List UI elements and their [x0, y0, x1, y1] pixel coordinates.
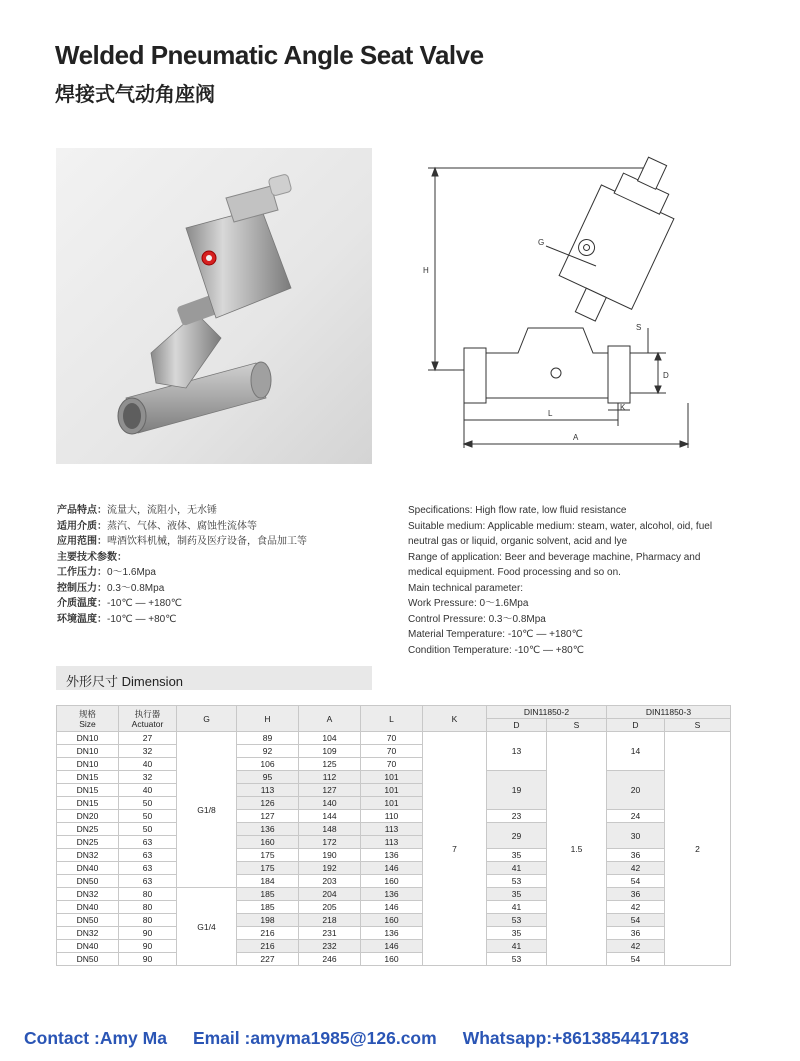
spec-en-line: Specifications: High flow rate, low fluid resistance	[408, 505, 627, 516]
cell-din3-d: 42	[607, 940, 665, 953]
cell-l: 101	[361, 771, 423, 784]
cell-actuator: 80	[119, 888, 177, 901]
contact-email[interactable]: Email :amyma1985@126.com	[192, 1028, 437, 1048]
spec-cn-line: 产品特点：流量大，流阻小，无水锤	[57, 505, 217, 516]
col-din3-s: S	[665, 719, 731, 732]
cell-actuator: 50	[119, 797, 177, 810]
dimension-table	[56, 705, 731, 966]
cell-l: 101	[361, 784, 423, 797]
cell-l: 70	[361, 758, 423, 771]
contact-name: Contact :Amy Ma	[24, 1028, 167, 1048]
dimension-table-body	[57, 732, 731, 966]
cell-h: 89	[237, 732, 299, 745]
table-row	[57, 771, 731, 784]
cell-h: 95	[237, 771, 299, 784]
dimension-drawing	[408, 148, 708, 458]
cell-din3-d: 54	[607, 914, 665, 927]
cell-h: 160	[237, 836, 299, 849]
table-row	[57, 927, 731, 940]
table-row	[57, 810, 731, 823]
cell-l: 110	[361, 810, 423, 823]
cell-h: 227	[237, 953, 299, 966]
cell-size: DN25	[57, 836, 119, 849]
cell-h: 216	[237, 927, 299, 940]
spec-cn-line: 适用介质：蒸汽、气体、液体、腐蚀性流体等	[57, 520, 257, 532]
cell-actuator: 90	[119, 953, 177, 966]
spec-cn	[57, 503, 307, 627]
cell-din2-d: 53	[487, 875, 547, 888]
spec-en-line: Main technical parameter:	[408, 582, 524, 594]
page-subtitle-cn: 焊接式气动角座阀	[55, 84, 215, 106]
cell-a: 204	[299, 888, 361, 901]
cell-din3-d: 42	[607, 901, 665, 914]
spec-en-line: Range of application: Beer and beverage machine, Pharmacy and	[408, 551, 701, 563]
cell-din3-d: 30	[607, 823, 665, 849]
cell-l: 160	[361, 953, 423, 966]
col-din11850-2: DIN11850-2	[487, 706, 607, 719]
cell-a: 148	[299, 823, 361, 836]
cell-h: 113	[237, 784, 299, 797]
dim-label-g: G	[538, 238, 545, 247]
col-a: A	[299, 706, 361, 732]
cell-a: 205	[299, 901, 361, 914]
valve-illustration	[56, 148, 372, 464]
cell-actuator: 63	[119, 862, 177, 875]
cell-a: 144	[299, 810, 361, 823]
dim-label-l: L	[548, 409, 553, 418]
spec-en	[408, 503, 712, 658]
cell-a: 172	[299, 836, 361, 849]
product-photo	[56, 148, 372, 464]
cell-a: 232	[299, 940, 361, 953]
cell-size: DN40	[57, 862, 119, 875]
cell-a: 125	[299, 758, 361, 771]
contact-whatsapp[interactable]: Whatsapp:+8613854417183	[462, 1028, 689, 1048]
cell-h: 127	[237, 810, 299, 823]
cell-l: 136	[361, 927, 423, 940]
cell-l: 70	[361, 745, 423, 758]
cell-a: 104	[299, 732, 361, 745]
table-row	[57, 823, 731, 836]
spec-cn-line: 介质温度：-10℃ — +180℃	[57, 598, 182, 609]
cell-actuator: 50	[119, 810, 177, 823]
dim-label-a: A	[573, 433, 579, 442]
cell-h: 185	[237, 901, 299, 914]
cell-l: 136	[361, 849, 423, 862]
cell-actuator: 40	[119, 758, 177, 771]
cell-size: DN32	[57, 888, 119, 901]
table-row	[57, 875, 731, 888]
cell-size: DN10	[57, 745, 119, 758]
cell-a: 190	[299, 849, 361, 862]
table-row	[57, 849, 731, 862]
cell-g: G1/8	[177, 732, 237, 888]
cell-size: DN10	[57, 758, 119, 771]
table-row	[57, 953, 731, 966]
cell-din3-d: 54	[607, 875, 665, 888]
cell-h: 184	[237, 875, 299, 888]
dimension-title: 外形尺寸 Dimension	[66, 674, 184, 689]
spec-en-line: neutral gas or liquid, organic solvent, acid and lye	[408, 536, 628, 547]
cell-h: 175	[237, 862, 299, 875]
cell-din2-d: 13	[487, 732, 547, 771]
cell-h: 216	[237, 940, 299, 953]
page-title: Welded Pneumatic Angle Seat Valve	[55, 40, 484, 70]
table-row	[57, 901, 731, 914]
cell-din3-s: 2	[665, 732, 731, 966]
cell-l: 113	[361, 836, 423, 849]
cell-size: DN20	[57, 810, 119, 823]
table-row	[57, 940, 731, 953]
cell-h: 136	[237, 823, 299, 836]
cell-din2-d: 41	[487, 862, 547, 875]
cell-size: DN25	[57, 823, 119, 836]
cell-actuator: 32	[119, 745, 177, 758]
cell-h: 198	[237, 914, 299, 927]
spec-en-line: Condition Temperature: -10℃ — +80℃	[408, 644, 584, 656]
col-g: G	[177, 706, 237, 732]
cell-size: DN50	[57, 914, 119, 927]
table-row	[57, 888, 731, 901]
cell-actuator: 90	[119, 927, 177, 940]
col-din2-d: D	[487, 719, 547, 732]
spec-en-line: Material Temperature: -10℃ — +180℃	[408, 629, 583, 640]
spec-en-line: Suitable medium: Applicable medium: steam, water, alcohol, oid, fuel	[408, 520, 713, 532]
cell-din2-d: 41	[487, 940, 547, 953]
spec-cn-line: 控制压力：0.3～0.8Mpa	[57, 582, 165, 594]
cell-size: DN50	[57, 875, 119, 888]
spec-cn-line: 环境温度：-10℃ — +80℃	[57, 613, 177, 625]
cell-din2-s: 1.5	[547, 732, 607, 966]
cell-din2-d: 53	[487, 953, 547, 966]
dim-label-d: D	[663, 371, 669, 380]
cell-actuator: 63	[119, 849, 177, 862]
cell-size: DN40	[57, 940, 119, 953]
cell-actuator: 32	[119, 771, 177, 784]
cell-size: DN32	[57, 927, 119, 940]
col-k: K	[423, 706, 487, 732]
cell-a: 246	[299, 953, 361, 966]
cell-actuator: 80	[119, 914, 177, 927]
cell-l: 160	[361, 875, 423, 888]
dim-label-k: K	[620, 403, 626, 412]
cell-l: 136	[361, 888, 423, 901]
col-actuator: 执行器 Actuator	[119, 706, 177, 732]
table-row	[57, 732, 731, 745]
cell-l: 101	[361, 797, 423, 810]
table-row	[57, 862, 731, 875]
cell-din2-d: 35	[487, 849, 547, 862]
cell-size: DN15	[57, 784, 119, 797]
cell-din3-d: 14	[607, 732, 665, 771]
cell-size: DN15	[57, 797, 119, 810]
dim-label-s: S	[636, 323, 642, 332]
cell-a: 140	[299, 797, 361, 810]
cell-h: 185	[237, 888, 299, 901]
cell-actuator: 80	[119, 901, 177, 914]
cell-h: 175	[237, 849, 299, 862]
cell-size: DN50	[57, 953, 119, 966]
cell-din2-d: 41	[487, 901, 547, 914]
col-size: 规格 Size	[57, 706, 119, 732]
col-din2-s: S	[547, 719, 607, 732]
cell-a: 127	[299, 784, 361, 797]
cell-a: 192	[299, 862, 361, 875]
cell-din3-d: 24	[607, 810, 665, 823]
cell-size: DN40	[57, 901, 119, 914]
cell-din3-d: 42	[607, 862, 665, 875]
cell-h: 92	[237, 745, 299, 758]
cell-a: 112	[299, 771, 361, 784]
cell-din2-d: 29	[487, 823, 547, 849]
col-din3-d: D	[607, 719, 665, 732]
cell-din3-d: 36	[607, 849, 665, 862]
cell-din3-d: 54	[607, 953, 665, 966]
cell-l: 146	[361, 940, 423, 953]
cell-k: 7	[423, 732, 487, 966]
cell-h: 126	[237, 797, 299, 810]
cell-size: DN15	[57, 771, 119, 784]
spec-en-line: Control Pressure: 0.3～0.8Mpa	[408, 613, 546, 625]
cell-l: 70	[361, 732, 423, 745]
cell-din2-d: 35	[487, 888, 547, 901]
spec-cn-line: 应用范围：啤酒饮料机械，制药及医疗设备，食品加工等	[57, 536, 307, 547]
cell-din2-d: 53	[487, 914, 547, 927]
cell-actuator: 40	[119, 784, 177, 797]
col-h: H	[237, 706, 299, 732]
cell-din3-d: 36	[607, 927, 665, 940]
cell-a: 231	[299, 927, 361, 940]
dim-label-h: H	[423, 266, 429, 275]
spec-en-line: medical equipment. Food processing and so on.	[408, 567, 621, 578]
cell-actuator: 90	[119, 940, 177, 953]
spec-cn-line: 主要技术参数：	[57, 551, 127, 563]
cell-actuator: 63	[119, 875, 177, 888]
cell-g: G1/4	[177, 888, 237, 966]
cell-din3-d: 36	[607, 888, 665, 901]
cell-din2-d: 35	[487, 927, 547, 940]
spec-cn-line: 工作压力：0～1.6Mpa	[57, 567, 156, 578]
table-row	[57, 914, 731, 927]
cell-size: DN32	[57, 849, 119, 862]
cell-h: 106	[237, 758, 299, 771]
cell-l: 160	[361, 914, 423, 927]
technical-drawing	[408, 148, 708, 458]
cell-l: 146	[361, 862, 423, 875]
spec-en-line: Work Pressure: 0～1.6Mpa	[408, 598, 529, 609]
contact-footer	[24, 1028, 689, 1049]
cell-l: 146	[361, 901, 423, 914]
cell-a: 218	[299, 914, 361, 927]
cell-actuator: 63	[119, 836, 177, 849]
col-l: L	[361, 706, 423, 732]
cell-actuator: 50	[119, 823, 177, 836]
cell-size: DN10	[57, 732, 119, 745]
cell-a: 203	[299, 875, 361, 888]
col-din11850-3: DIN11850-3	[607, 706, 731, 719]
cell-l: 113	[361, 823, 423, 836]
cell-din3-d: 20	[607, 771, 665, 810]
cell-a: 109	[299, 745, 361, 758]
cell-din2-d: 19	[487, 771, 547, 810]
cell-actuator: 27	[119, 732, 177, 745]
cell-din2-d: 23	[487, 810, 547, 823]
